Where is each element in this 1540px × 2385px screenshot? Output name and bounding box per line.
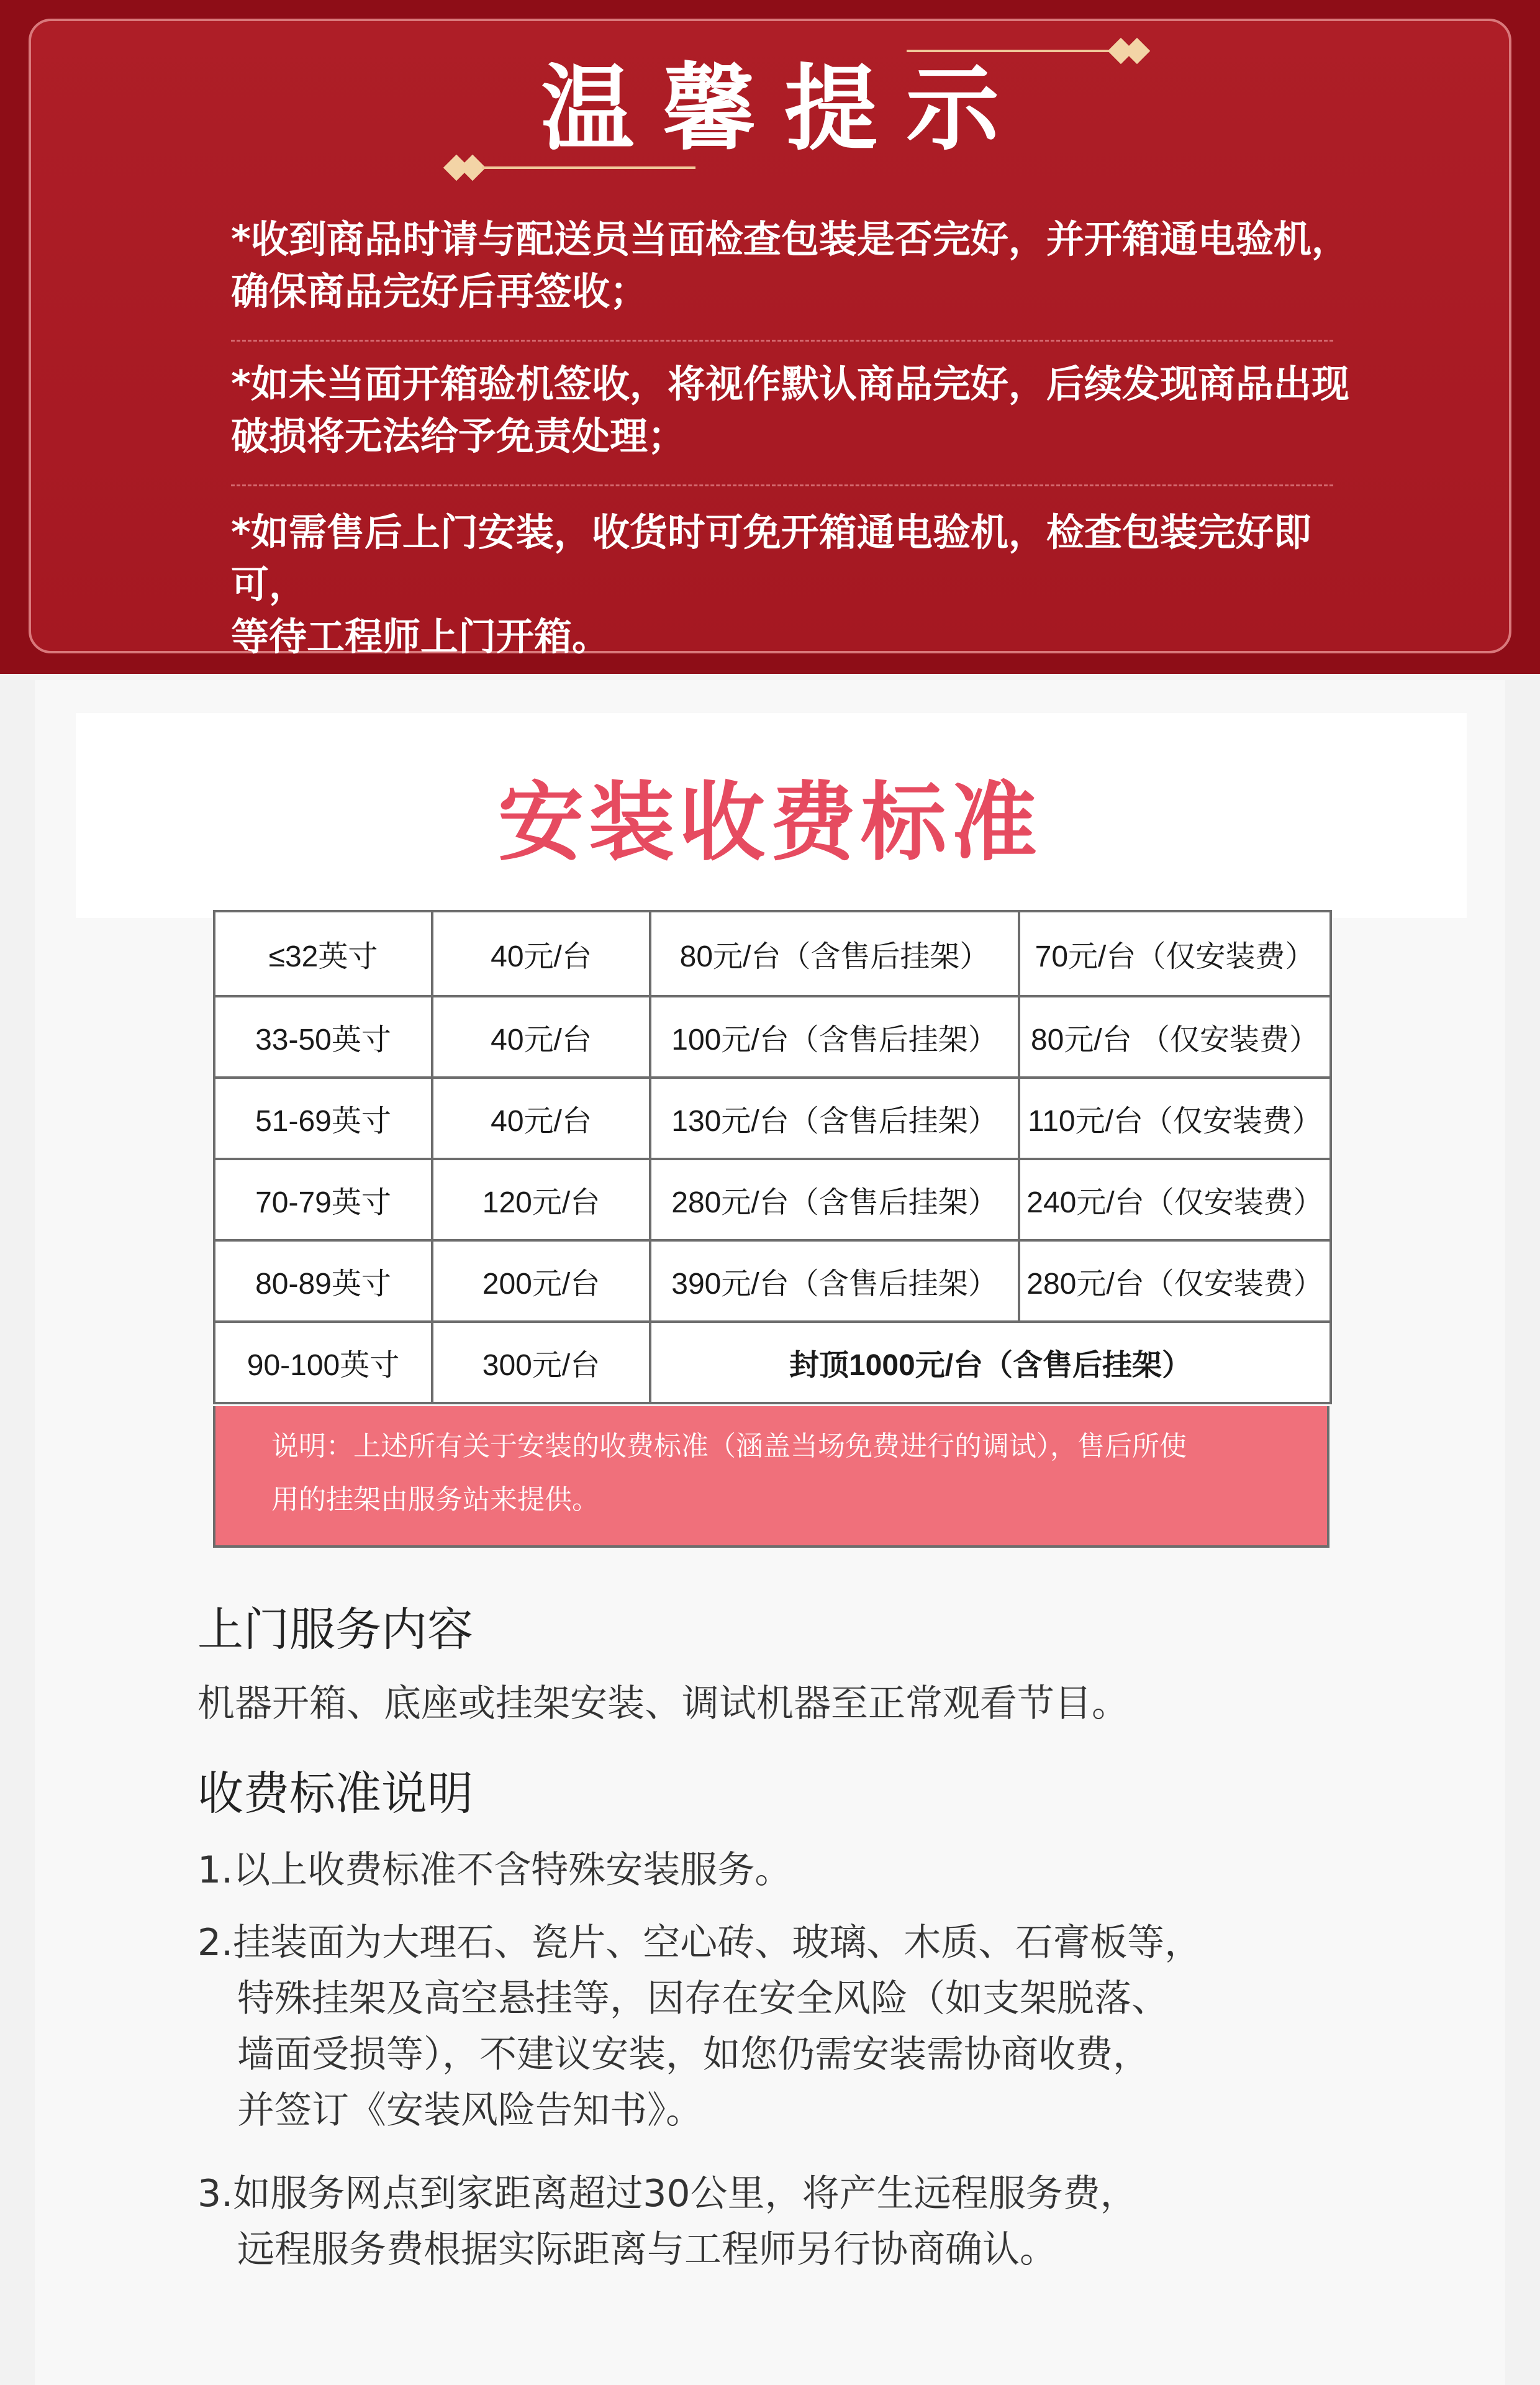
install-fee-cell: 80元/台 （仅安装费） [1019,996,1331,1078]
bracket-fee-cell: 80元/台（含售后挂架） [650,911,1019,996]
dashed-divider [231,340,1333,342]
size-cell: ≤32英寸 [214,911,432,996]
notice-item: *如未当面开箱验机签收，将视作默认商品完好，后续发现商品出现 破损将无法给予免责处理； [231,362,1349,458]
install-fee-cell: 240元/台（仅安装费） [1019,1159,1331,1240]
table-row [214,1240,1331,1322]
fee-note: 说明：上述所有关于安装的收费标准（涵盖当场免费进行的调试），售后所使 用的挂架由服务站来提供。 [213,1406,1329,1548]
notice-item: *如需售后上门安装，收货时可免开箱通电验机，检查包装完好即可， 等待工程师上门开箱。 [231,511,1311,659]
list-item: 3.如服务网点到家距离超过30公里，将产生远程服务费， 远程服务费根据实际距离与工程师另行协商确认。 [197,2172,1138,2271]
bracket-fee-cell: 100元/台（含售后挂架） [650,996,1019,1078]
install-fee-cell: 110元/台（仅安装费） [1019,1078,1331,1159]
service-heading: 上门服务内容 [197,1603,473,1656]
bracket-fee-cell: 390元/台（含售后挂架） [650,1240,1019,1322]
service-text: 机器开箱、底座或挂架安装、调试机器至正常观看节目。 [197,1682,1129,1725]
fee-title: 安装收费标准 [497,773,1042,873]
table-row [214,1078,1331,1159]
notice-item: *收到商品时请与配送员当面检查包装是否完好，并开箱通电验机， 确保商品完好后再签收； [231,217,1349,314]
base-fee-cell: 40元/台 [432,996,650,1078]
explain-heading: 收费标准说明 [197,1767,473,1820]
list-item: 1.以上收费标准不含特殊安装服务。 [197,1848,792,1892]
size-cell: 90-100英寸 [214,1322,432,1403]
size-cell: 80-89英寸 [214,1240,432,1322]
notice-title: 温馨提示 [540,55,1028,163]
bracket-fee-cell: 130元/台（含售后挂架） [650,1078,1019,1159]
list-item: 2.挂装面为大理石、瓷片、空心砖、玻璃、木质、石膏板等， 特殊挂架及高空悬挂等，因存在安全风险（如支架脱落、 墙面受损等），不建议安装，如您仍需安装需协商收费， 并签订《安装风险告知书》。 [197,1921,1202,2132]
dashed-divider [231,484,1333,486]
capped-fee-cell: 封顶1000元/台（含售后挂架） [650,1322,1331,1403]
base-fee-cell: 40元/台 [432,1078,650,1159]
base-fee-cell: 40元/台 [432,911,650,996]
bracket-fee-cell: 280元/台（含售后挂架） [650,1159,1019,1240]
fee-table [213,910,1332,1404]
base-fee-cell: 120元/台 [432,1159,650,1240]
install-fee-cell: 70元/台（仅安装费） [1019,911,1331,996]
base-fee-cell: 300元/台 [432,1322,650,1403]
base-fee-cell: 200元/台 [432,1240,650,1322]
table-row [214,1322,1331,1403]
install-fee-cell: 280元/台（仅安装费） [1019,1240,1331,1322]
table-row [214,996,1331,1078]
size-cell: 51-69英寸 [214,1078,432,1159]
size-cell: 33-50英寸 [214,996,432,1078]
table-row [214,911,1331,996]
table-row [214,1159,1331,1240]
size-cell: 70-79英寸 [214,1159,432,1240]
